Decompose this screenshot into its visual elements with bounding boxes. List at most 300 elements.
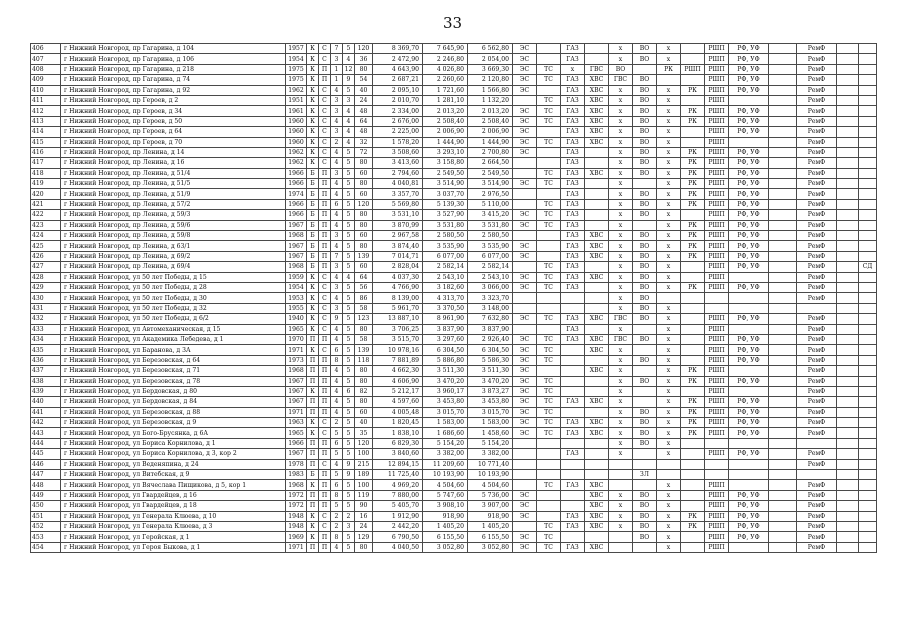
cell-repair-fund [797,438,837,448]
cell-roof: РК [681,199,705,209]
cell-material: П [319,210,331,220]
cell-extra-2 [837,355,859,365]
cell-sewage: ВО [633,314,657,324]
table-row [31,179,877,189]
cell-heating: ТС [537,542,561,552]
cell-repair-fund: РемФ [797,366,837,376]
cell-total-area: 7 881,89 [373,355,423,365]
cell-floors: 9 [343,470,355,480]
cell-year-built: 1971 [286,407,307,417]
cell-roof-type: РШП [705,95,729,105]
cell-living-area: 1 686,60 [423,428,468,438]
cell-extra-2 [837,397,859,407]
cell-repair-fund: РемФ [797,428,837,438]
cell-row-number: 431 [31,303,61,313]
cell-apartments: 82 [355,386,373,396]
cell-extra-2 [837,480,859,490]
cell-apartments: 35 [355,428,373,438]
cell-material: П [319,470,331,480]
cell-row-number: 451 [31,511,61,521]
cell-electric: ЭС [513,272,537,282]
cell-foundation [729,303,769,313]
cell-entrances: 6 [331,438,343,448]
cell-gas: ГАЗ [561,397,585,407]
cell-electric: ЭС [513,147,537,157]
cell-repair-fund: РемФ [797,355,837,365]
cell-wall-type: П [307,542,319,552]
cell-heating: ТС [537,376,561,386]
cell-material: П [319,386,331,396]
cell-private-area: 5 110,00 [468,199,513,209]
cell-foundation [729,542,769,552]
cell-private-area: 1 583,00 [468,418,513,428]
cell-floors: 5 [343,334,355,344]
cell-row-number: 441 [31,407,61,417]
cell-electric [513,168,537,178]
cell-repair-fund: РемФ [797,64,837,74]
cell-ventilation: х [657,366,681,376]
table-row [31,490,877,500]
cell-living-area: 1 405,20 [423,521,468,531]
cell-year-built: 1978 [286,459,307,469]
cell-floors: 4 [343,127,355,137]
cell-roof-type: РШП [705,397,729,407]
cell-extra-3 [859,210,877,220]
cell-extra-3 [859,303,877,313]
table-row [31,127,877,137]
cell-private-area: 2 054,00 [468,54,513,64]
cell-apartments: 80 [355,397,373,407]
cell-hot-water: х [609,345,633,355]
cell-living-area: 7 645,90 [423,44,468,54]
cell-gas [561,438,585,448]
cell-electric: ЭС [513,106,537,116]
cell-ventilation: х [657,334,681,344]
cell-roof: РК [681,168,705,178]
cell-entrances: 3 [331,95,343,105]
cell-extra-3 [859,324,877,334]
table-row [31,511,877,521]
cell-extra-2 [837,75,859,85]
cell-entrances: 1 [331,75,343,85]
cell-foundation: РФ, УФ [729,116,769,126]
cell-address: г Нижний Новгород, ул 50 лет Победы, д 6/2 [61,314,286,324]
cell-gas: х [561,64,585,74]
cell-apartments: 24 [355,95,373,105]
cell-electric: ЭС [513,542,537,552]
cell-living-area: 1 444,90 [423,137,468,147]
cell-wall-type: П [307,501,319,511]
cell-repair-fund: РемФ [797,449,837,459]
cell-apartments: 80 [355,179,373,189]
cell-hot-water: х [609,189,633,199]
cell-heating [537,511,561,521]
cell-living-area: 10 193,90 [423,470,468,480]
cell-private-area: 3 382,00 [468,449,513,459]
cell-extra-1 [769,470,797,480]
cell-wall-type: К [307,511,319,521]
cell-extra-2 [837,147,859,157]
cell-cold-water [585,220,609,230]
cell-apartments: 36 [355,54,373,64]
cell-address: г Нижний Новгород, ул Березовская, д 64 [61,355,286,365]
cell-electric [513,293,537,303]
cell-private-area: 1 444,90 [468,137,513,147]
cell-address: г Нижний Новгород, пр Ленина, д 63/1 [61,241,286,251]
cell-total-area: 3 413,60 [373,158,423,168]
cell-extra-2 [837,189,859,199]
cell-extra-2 [837,303,859,313]
table-row [31,418,877,428]
cell-living-area: 918,90 [423,511,468,521]
cell-hot-water: х [609,116,633,126]
cell-roof: РК [681,241,705,251]
cell-ventilation: х [657,231,681,241]
cell-entrances: 9 [331,314,343,324]
cell-extra-2 [837,532,859,542]
cell-roof-type: РШП [705,501,729,511]
cell-extra-2 [837,241,859,251]
cell-sewage: ВО [633,44,657,54]
cell-hot-water: х [609,85,633,95]
cell-gas: ГАЗ [561,314,585,324]
cell-wall-type: К [307,64,319,74]
cell-material: П [319,376,331,386]
cell-wall-type: К [307,106,319,116]
cell-sewage: ВО [633,158,657,168]
cell-roof-type: РШП [705,480,729,490]
cell-heating: ТС [537,314,561,324]
cell-cold-water [585,376,609,386]
cell-sewage: ВО [633,168,657,178]
cell-entrances: 4 [331,179,343,189]
cell-living-area: 3 527,90 [423,210,468,220]
cell-apartments: 80 [355,376,373,386]
cell-roof: РК [681,428,705,438]
cell-private-area: 3 323,70 [468,293,513,303]
cell-extra-2 [837,449,859,459]
cell-roof: РК [681,407,705,417]
cell-living-area: 2 543,10 [423,272,468,282]
cell-roof: РК [681,116,705,126]
cell-private-area: 3 470,20 [468,376,513,386]
cell-wall-type: Б [307,179,319,189]
cell-ventilation: х [657,137,681,147]
cell-entrances: 4 [331,334,343,344]
cell-living-area: 8 961,90 [423,314,468,324]
cell-row-number: 407 [31,54,61,64]
cell-sewage: ВО [633,490,657,500]
cell-private-area: 10 771,40 [468,459,513,469]
cell-wall-type: К [307,137,319,147]
cell-extra-2 [837,511,859,521]
cell-row-number: 419 [31,179,61,189]
table-row [31,210,877,220]
cell-ventilation: х [657,189,681,199]
cell-sewage [633,480,657,490]
cell-material: П [319,501,331,511]
cell-entrances: 1 [331,64,343,74]
cell-wall-type: П [307,438,319,448]
cell-apartments: 90 [355,501,373,511]
cell-cold-water [585,407,609,417]
cell-foundation [729,480,769,490]
cell-entrances: 4 [331,542,343,552]
cell-extra-2 [837,106,859,116]
cell-roof-type: РШП [705,407,729,417]
cell-hot-water: ГВС [609,314,633,324]
cell-extra-1 [769,262,797,272]
cell-wall-type: К [307,54,319,64]
cell-extra-1 [769,75,797,85]
cell-gas: ГАЗ [561,95,585,105]
cell-floors: 5 [343,251,355,261]
cell-ventilation [657,470,681,480]
cell-extra-2 [837,490,859,500]
cell-row-number: 435 [31,345,61,355]
cell-year-built: 1960 [286,116,307,126]
cell-floors: 5 [343,262,355,272]
cell-extra-1 [769,428,797,438]
table-row [31,501,877,511]
cell-extra-1 [769,324,797,334]
cell-repair-fund: РемФ [797,95,837,105]
cell-repair-fund: РемФ [797,490,837,500]
cell-total-area: 3 874,40 [373,241,423,251]
cell-hot-water: х [609,168,633,178]
cell-cold-water [585,179,609,189]
cell-living-area: 2 246,80 [423,54,468,64]
cell-extra-2 [837,542,859,552]
cell-ventilation: х [657,282,681,292]
cell-apartments: 58 [355,303,373,313]
cell-material: П [319,480,331,490]
cell-repair-fund: РемФ [797,386,837,396]
cell-electric: ЭС [513,386,537,396]
cell-material: С [319,303,331,313]
cell-extra-1 [769,459,797,469]
cell-gas: ГАЗ [561,44,585,54]
cell-extra-1 [769,272,797,282]
cell-wall-type: П [307,490,319,500]
table-row [31,231,877,241]
cell-private-area: 5 154,20 [468,438,513,448]
cell-roof [681,470,705,480]
cell-extra-3 [859,345,877,355]
cell-foundation: РФ, УФ [729,106,769,116]
cell-gas [561,345,585,355]
cell-year-built: 1948 [286,521,307,531]
cell-heating: ТС [537,262,561,272]
cell-hot-water: х [609,147,633,157]
cell-extra-3 [859,251,877,261]
cell-extra-3 [859,314,877,324]
cell-ventilation: х [657,438,681,448]
cell-electric: ЭС [513,428,537,438]
cell-ventilation: х [657,449,681,459]
cell-wall-type: К [307,532,319,542]
cell-apartments: 80 [355,366,373,376]
cell-extra-2 [837,251,859,261]
cell-roof-type [705,459,729,469]
cell-year-built: 1967 [286,386,307,396]
cell-cold-water [585,293,609,303]
cell-row-number: 413 [31,116,61,126]
table-row [31,54,877,64]
cell-extra-2 [837,324,859,334]
cell-extra-1 [769,282,797,292]
cell-total-area: 1 820,45 [373,418,423,428]
cell-heating [537,241,561,251]
cell-extra-1 [769,179,797,189]
cell-sewage: ВО [633,262,657,272]
cell-entrances: 4 [331,85,343,95]
cell-total-area: 3 357,70 [373,189,423,199]
cell-entrances: 5 [331,449,343,459]
cell-wall-type: Б [307,241,319,251]
cell-extra-1 [769,449,797,459]
cell-floors: 5 [343,438,355,448]
cell-address: г Нижний Новгород, ул 50 лет Победы, д 28 [61,282,286,292]
cell-year-built: 1954 [286,282,307,292]
cell-extra-2 [837,407,859,417]
cell-material: П [319,241,331,251]
cell-total-area: 4 606,90 [373,376,423,386]
cell-row-number: 449 [31,490,61,500]
cell-ventilation: х [657,147,681,157]
cell-extra-2 [837,199,859,209]
cell-extra-3 [859,116,877,126]
cell-row-number: 414 [31,127,61,137]
cell-ventilation: х [657,324,681,334]
cell-extra-2 [837,168,859,178]
cell-extra-1 [769,376,797,386]
cell-extra-1 [769,501,797,511]
cell-sewage [633,542,657,552]
cell-ventilation: х [657,210,681,220]
cell-foundation: РФ, УФ [729,44,769,54]
cell-heating: ТС [537,355,561,365]
cell-floors: 5 [343,303,355,313]
cell-apartments: 86 [355,293,373,303]
cell-extra-1 [769,334,797,344]
cell-cold-water [585,199,609,209]
cell-private-area: 3 669,30 [468,64,513,74]
cell-entrances: 4 [331,272,343,282]
cell-heating: ТС [537,418,561,428]
table-row [31,272,877,282]
cell-cold-water [585,449,609,459]
cell-extra-1 [769,241,797,251]
cell-floors: 9 [343,459,355,469]
cell-wall-type: К [307,282,319,292]
cell-extra-3 [859,532,877,542]
cell-total-area: 2 010,70 [373,95,423,105]
cell-electric: ЭС [513,345,537,355]
cell-heating: ТС [537,282,561,292]
cell-apartments: 80 [355,324,373,334]
cell-floors: 5 [343,210,355,220]
cell-year-built: 1951 [286,95,307,105]
cell-extra-1 [769,355,797,365]
cell-entrances: 8 [331,532,343,542]
table-row [31,532,877,542]
cell-address: г Нижний Новгород, ул Березовская, д 71 [61,366,286,376]
cell-entrances: 5 [331,428,343,438]
cell-material: П [319,334,331,344]
cell-roof-type: РШП [705,85,729,95]
table-row [31,480,877,490]
cell-entrances: 3 [331,231,343,241]
cell-gas: ГАЗ [561,480,585,490]
cell-apartments: 189 [355,470,373,480]
cell-total-area: 4 037,30 [373,272,423,282]
cell-repair-fund: РемФ [797,75,837,85]
cell-apartments: 48 [355,127,373,137]
cell-private-area: 1 566,80 [468,85,513,95]
table-row [31,428,877,438]
cell-roof-type: РШП [705,355,729,365]
cell-extra-2 [837,366,859,376]
cell-repair-fund: РемФ [797,480,837,490]
cell-apartments: 139 [355,345,373,355]
cell-gas: ГАЗ [561,147,585,157]
cell-address: г Нижний Новгород, пр Ленина, д 51/9 [61,189,286,199]
table-row [31,220,877,230]
table-row [31,314,877,324]
cell-extra-3 [859,438,877,448]
cell-living-area: 3 470,20 [423,376,468,386]
cell-ventilation: х [657,355,681,365]
cell-ventilation: х [657,386,681,396]
cell-entrances: 3 [331,127,343,137]
cell-apartments: 56 [355,282,373,292]
cell-extra-2 [837,501,859,511]
cell-year-built: 1966 [286,179,307,189]
cell-entrances: 4 [331,210,343,220]
cell-roof-type: РШП [705,231,729,241]
cell-heating: ТС [537,386,561,396]
cell-roof-type [705,470,729,480]
cell-material: С [319,106,331,116]
cell-address: г Нижний Новгород, пр Ленина, д 51/4 [61,168,286,178]
cell-address: г Нижний Новгород, ул Бого-Брусянка, д 6А [61,428,286,438]
cell-wall-type: К [307,521,319,531]
cell-hot-water: х [609,397,633,407]
cell-ventilation: х [657,407,681,417]
cell-extra-2 [837,418,859,428]
cell-floors: 5 [343,314,355,324]
cell-repair-fund: РемФ [797,54,837,64]
cell-total-area: 4 643,90 [373,64,423,74]
cell-extra-3 [859,418,877,428]
table-row [31,262,877,272]
cell-electric [513,189,537,199]
cell-gas: ГАЗ [561,116,585,126]
cell-living-area: 3 037,70 [423,189,468,199]
cell-ventilation: х [657,179,681,189]
cell-living-area: 3 293,10 [423,147,468,157]
cell-heating: ТС [537,199,561,209]
cell-extra-3 [859,241,877,251]
cell-hot-water: х [609,428,633,438]
cell-private-area: 1 458,60 [468,428,513,438]
cell-sewage [633,397,657,407]
cell-extra-1 [769,386,797,396]
cell-extra-1 [769,231,797,241]
cell-address: г Нижний Новгород, ул 50 лет Победы, д 30 [61,293,286,303]
cell-extra-3 [859,480,877,490]
